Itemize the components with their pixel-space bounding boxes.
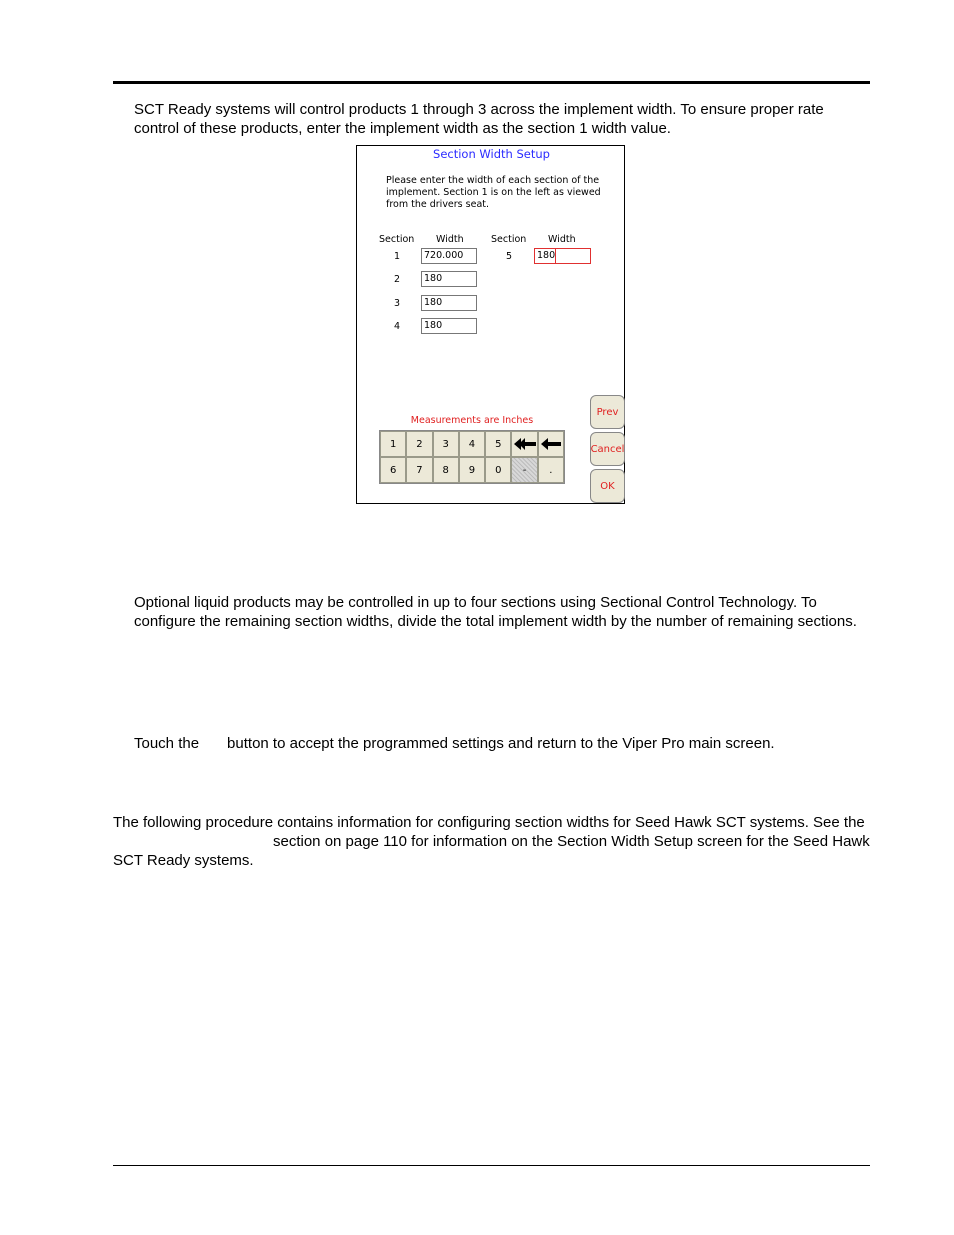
section-width-field[interactable]: 180 xyxy=(421,271,477,287)
measurement-unit-note: Measurements are Inches xyxy=(410,415,534,426)
col-width-label-right: Width xyxy=(548,234,576,245)
section-number: 3 xyxy=(394,298,401,309)
section-width-field[interactable]: 180 xyxy=(421,295,477,311)
key-3[interactable]: 3 xyxy=(433,431,459,457)
key-8[interactable]: 8 xyxy=(433,457,459,483)
clear-all-key[interactable] xyxy=(511,431,537,457)
col-section-label-right: Section xyxy=(491,234,527,245)
section-width-setup-screen xyxy=(356,145,625,504)
paragraph-touch-button xyxy=(134,734,864,753)
section-width-field[interactable]: 180 xyxy=(421,318,477,334)
p4-text-after: section on page 110 for information on the Section Width Setup screen for the Seed Hawk SCT Ready systems. xyxy=(113,833,870,869)
header-rule xyxy=(113,81,870,84)
cancel-button[interactable]: Cancel xyxy=(590,432,625,466)
ok-button[interactable]: OK xyxy=(590,469,625,503)
key-7[interactable]: 7 xyxy=(406,457,432,483)
key-6[interactable]: 6 xyxy=(380,457,406,483)
section-width-field-active[interactable]: 180 xyxy=(534,248,556,264)
key-0[interactable]: 0 xyxy=(485,457,511,483)
col-section-label-left: Section xyxy=(379,234,415,245)
key-5[interactable]: 5 xyxy=(485,431,511,457)
key-2[interactable]: 2 xyxy=(406,431,432,457)
p3-text-before: Touch the xyxy=(134,735,200,752)
paragraph-optional-liquid: Optional liquid products may be controlled in up to four sections using Sectional Control Technology. To configure the remaining section widths, divide the total implement width by the number of remaining sections. xyxy=(134,594,857,630)
paragraph-sct-ready: SCT Ready systems will control products 1 through 3 across the implement width. To ensure proper rate control of these products, enter the implement width as the section 1 width value. xyxy=(134,101,824,137)
section-number: 4 xyxy=(394,321,401,332)
key-4[interactable]: 4 xyxy=(459,431,485,457)
double-back-arrow-icon xyxy=(514,438,536,450)
section-width-field[interactable]: 720.000 xyxy=(421,248,477,264)
p4-text-before: The following procedure contains information for configuring section widths for Seed Hawk SCT systems. See the xyxy=(113,814,865,831)
screen-instructions: Please enter the width of each section of the implement. Section 1 is on the left as viewed from the drivers seat. xyxy=(386,175,601,210)
section-width-field-cursor[interactable] xyxy=(555,248,591,264)
section-number: 2 xyxy=(394,274,401,285)
backspace-key[interactable] xyxy=(538,431,564,457)
backspace-arrow-icon xyxy=(541,438,561,450)
key-decimal[interactable]: . xyxy=(538,457,564,483)
screen-title: Section Width Setup xyxy=(433,147,550,161)
paragraph-following-procedure xyxy=(113,813,873,870)
footer-rule xyxy=(113,1165,870,1166)
p3-text-after: button to accept the programmed settings and return to the Viper Pro main screen. xyxy=(227,735,775,752)
key-9[interactable]: 9 xyxy=(459,457,485,483)
section-number: 5 xyxy=(506,251,513,262)
numeric-keypad xyxy=(379,430,565,484)
key-minus[interactable]: - xyxy=(511,457,537,483)
section-number: 1 xyxy=(394,251,401,262)
col-width-label-left: Width xyxy=(436,234,464,245)
prev-button[interactable]: Prev xyxy=(590,395,625,429)
key-1[interactable]: 1 xyxy=(380,431,406,457)
